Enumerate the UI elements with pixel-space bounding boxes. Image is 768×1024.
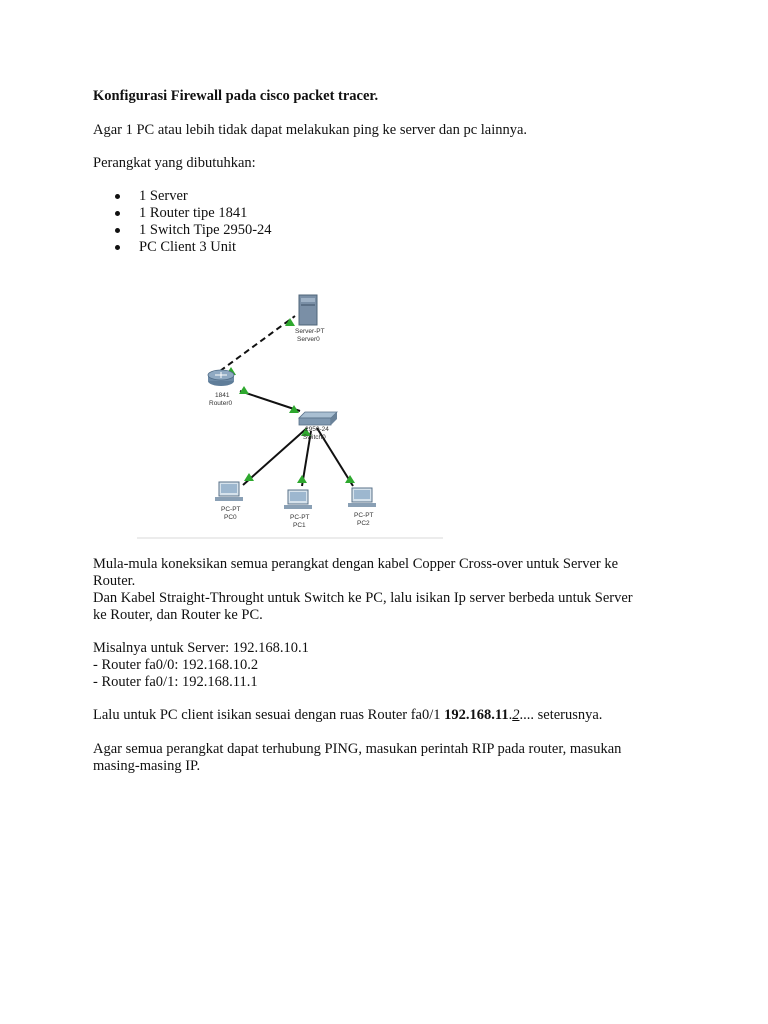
pc2-label-type: PC-PT xyxy=(354,512,374,519)
router-icon xyxy=(208,370,234,386)
paragraph-line: Mula-mula koneksikan semua perangkat dengan kabel Copper Cross-over untuk Server ke xyxy=(93,556,619,572)
server-label-name: Server0 xyxy=(297,336,320,343)
pc2-label-name: PC2 xyxy=(357,520,370,527)
document-title: Konfigurasi Firewall pada cisco packet tracer. xyxy=(93,88,379,104)
client-ip-paragraph xyxy=(93,707,602,724)
intro-text: Agar 1 PC atau lebih tidak dapat melakukan ping ke server dan pc lainnya. xyxy=(93,122,528,138)
list-item xyxy=(93,188,272,205)
client-ip-prefix: Lalu untuk PC client isikan sesuai dengan ruas Router fa0/1 xyxy=(93,707,445,723)
example-line: - Router fa0/1: 192.168.11.1 xyxy=(93,674,258,690)
device-list xyxy=(93,188,272,256)
bullet-icon xyxy=(115,211,120,216)
devices-heading: Perangkat yang dibutuhkan: xyxy=(93,155,256,171)
cable-switch-pc0 xyxy=(243,428,307,485)
example-line: Misalnya untuk Server: 192.168.10.1 xyxy=(93,640,309,656)
client-ip-suffix: .... seterusnya. xyxy=(519,707,603,723)
bullet-icon xyxy=(115,245,120,250)
link-light-icon xyxy=(297,475,307,483)
device-item-text: 1 Router tipe 1841 xyxy=(139,205,248,221)
router-label-type: 1841 xyxy=(215,392,230,399)
example-line: - Router fa0/0: 192.168.10.2 xyxy=(93,657,259,673)
list-item xyxy=(93,239,272,256)
pc0-label-name: PC0 xyxy=(224,514,237,521)
switch-label-name: Switch0 xyxy=(303,434,326,441)
pc2-icon xyxy=(348,488,376,507)
link-light-icon xyxy=(289,405,299,413)
client-ip-dot: . xyxy=(508,707,513,723)
network-topology-diagram xyxy=(135,283,445,543)
paragraph-line: Router. xyxy=(93,573,136,589)
device-item-text: 1 Switch Tipe 2950-24 xyxy=(139,222,272,238)
server-icon xyxy=(299,295,317,325)
pc1-label-name: PC1 xyxy=(293,522,306,529)
device-item-text: PC Client 3 Unit xyxy=(139,239,237,255)
pc0-icon xyxy=(215,482,243,501)
switch-icon xyxy=(299,412,337,425)
paragraph-line: Dan Kabel Straight-Throught untuk Switch ke PC, lalu isikan Ip server berbeda untuk Server xyxy=(93,590,633,606)
final-paragraph-line: Agar semua perangkat dapat terhubung PING, masukan perintah RIP pada router, masukan xyxy=(93,741,622,757)
client-ip-host: 2 xyxy=(512,707,520,723)
list-item xyxy=(93,222,272,239)
device-item-text: 1 Server xyxy=(139,188,188,204)
switch-label-type: 2950-24 xyxy=(305,426,329,433)
client-ip-network: 192.168.11 xyxy=(444,707,509,723)
pc1-icon xyxy=(284,490,312,509)
pc0-label-type: PC-PT xyxy=(221,506,241,513)
final-paragraph-line: masing-masing IP. xyxy=(93,758,201,774)
bullet-icon xyxy=(115,194,120,199)
paragraph-line: ke Router, dan Router ke PC. xyxy=(93,607,263,623)
router-label-name: Router0 xyxy=(209,400,233,407)
pc1-label-type: PC-PT xyxy=(290,514,310,521)
cable-router-server xyxy=(220,316,295,371)
link-light-icon xyxy=(239,386,249,394)
list-item xyxy=(93,205,272,222)
server-label-type: Server-PT xyxy=(295,328,325,335)
bullet-icon xyxy=(115,228,120,233)
